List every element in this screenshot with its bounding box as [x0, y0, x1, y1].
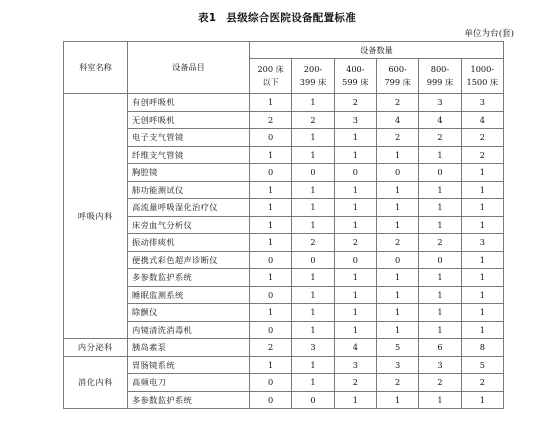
header-bed-range-line: 400-	[346, 64, 365, 74]
quantity-cell: 0	[250, 391, 292, 409]
quantity-cell: 4	[376, 111, 418, 129]
item-cell: 胃肠镜系统	[128, 356, 250, 374]
quantity-cell: 1	[334, 269, 376, 287]
quantity-cell: 3	[419, 356, 461, 374]
quantity-cell: 3	[334, 356, 376, 374]
quantity-cell: 1	[376, 391, 418, 409]
quantity-cell: 1	[419, 304, 461, 322]
quantity-cell: 1	[292, 146, 334, 164]
quantity-cell: 2	[376, 234, 418, 252]
table-row	[64, 304, 504, 322]
quantity-cell: 5	[376, 339, 418, 357]
quantity-cell: 1	[334, 146, 376, 164]
header-bed-range-line: 200-	[303, 64, 323, 74]
quantity-cell: 3	[419, 94, 461, 112]
quantity-cell: 1	[250, 216, 292, 234]
quantity-cell: 1	[461, 391, 503, 409]
quantity-cell: 1	[419, 181, 461, 199]
quantity-cell: 2	[461, 146, 503, 164]
header-bed-range-line: 799 床	[384, 77, 411, 87]
quantity-cell: 2	[376, 374, 418, 392]
table-row	[64, 374, 504, 392]
item-cell: 有创呼吸机	[128, 94, 250, 112]
quantity-cell: 1	[461, 251, 503, 269]
quantity-cell: 1	[461, 181, 503, 199]
quantity-cell: 1	[334, 216, 376, 234]
table-row	[64, 356, 504, 374]
quantity-cell: 3	[376, 356, 418, 374]
quantity-cell: 1	[376, 321, 418, 339]
header-bed-range-line: 以下	[262, 77, 279, 87]
quantity-cell: 1	[292, 181, 334, 199]
quantity-cell: 1	[461, 164, 503, 182]
quantity-cell: 1	[419, 199, 461, 217]
item-cell: 高频电刀	[128, 374, 250, 392]
quantity-cell: 0	[250, 321, 292, 339]
quantity-cell: 1	[334, 129, 376, 147]
quantity-cell: 1	[292, 304, 334, 322]
quantity-cell: 1	[376, 146, 418, 164]
quantity-cell: 1	[376, 181, 418, 199]
header-bed-range	[461, 59, 503, 94]
table-row	[64, 269, 504, 287]
quantity-cell: 4	[419, 111, 461, 129]
item-cell: 睡眠监测系统	[128, 286, 250, 304]
quantity-cell: 1	[376, 199, 418, 217]
quantity-cell: 1	[292, 286, 334, 304]
item-cell: 除颤仪	[128, 304, 250, 322]
quantity-cell: 1	[419, 321, 461, 339]
quantity-cell: 2	[376, 129, 418, 147]
quantity-cell: 1	[461, 269, 503, 287]
quantity-cell: 1	[334, 391, 376, 409]
quantity-cell: 2	[419, 234, 461, 252]
quantity-cell: 0	[250, 164, 292, 182]
quantity-cell: 2	[461, 374, 503, 392]
quantity-cell: 1	[250, 304, 292, 322]
quantity-cell: 1	[461, 304, 503, 322]
header-quantity: 设备数量	[250, 42, 504, 59]
quantity-cell: 1	[419, 146, 461, 164]
quantity-cell: 0	[250, 129, 292, 147]
quantity-cell: 1	[334, 304, 376, 322]
quantity-cell: 1	[334, 286, 376, 304]
equipment-standard-table	[63, 41, 504, 409]
header-bed-range-line: 1500 床	[466, 77, 499, 87]
quantity-cell: 1	[250, 234, 292, 252]
quantity-cell: 5	[461, 356, 503, 374]
header-item: 设备品目	[128, 42, 250, 94]
quantity-cell: 2	[334, 374, 376, 392]
quantity-cell: 0	[292, 251, 334, 269]
item-cell: 纤维支气管镜	[128, 146, 250, 164]
item-cell: 振动排痰机	[128, 234, 250, 252]
quantity-cell: 2	[292, 111, 334, 129]
header-dept: 科室名称	[64, 42, 128, 94]
table-body	[64, 94, 504, 409]
quantity-cell: 0	[376, 251, 418, 269]
quantity-cell: 2	[461, 129, 503, 147]
unit-note: 单位为台(套)	[464, 29, 514, 39]
quantity-cell: 4	[461, 111, 503, 129]
quantity-cell: 1	[419, 216, 461, 234]
quantity-cell: 8	[461, 339, 503, 357]
table-row	[64, 181, 504, 199]
quantity-cell: 4	[334, 339, 376, 357]
table-row	[64, 321, 504, 339]
quantity-cell: 1	[419, 391, 461, 409]
quantity-cell: 0	[250, 251, 292, 269]
quantity-cell: 2	[250, 111, 292, 129]
item-cell: 肺功能测试仪	[128, 181, 250, 199]
table-row	[64, 129, 504, 147]
table-row	[64, 251, 504, 269]
quantity-cell: 1	[334, 199, 376, 217]
quantity-cell: 0	[376, 164, 418, 182]
quantity-cell: 1	[250, 94, 292, 112]
quantity-cell: 1	[461, 199, 503, 217]
table-row	[64, 391, 504, 409]
quantity-cell: 0	[250, 374, 292, 392]
item-cell: 胰岛素泵	[128, 339, 250, 357]
quantity-cell: 1	[376, 304, 418, 322]
quantity-cell: 1	[334, 321, 376, 339]
table-row	[64, 199, 504, 217]
quantity-cell: 1	[292, 216, 334, 234]
table-number: 表1	[197, 12, 217, 24]
table-row	[64, 234, 504, 252]
quantity-cell: 1	[292, 269, 334, 287]
item-cell: 电子支气管镜	[128, 129, 250, 147]
header-bed-range-line: 399 床	[299, 77, 327, 87]
quantity-cell: 2	[376, 94, 418, 112]
item-cell: 高流量呼吸湿化治疗仪	[128, 199, 250, 217]
header-bed-range	[419, 59, 461, 94]
quantity-cell: 1	[334, 181, 376, 199]
header-bed-range-line: 200 床	[257, 64, 284, 74]
table-title-text: 县级综合医院设备配置标准	[226, 12, 356, 24]
quantity-cell: 2	[334, 94, 376, 112]
quantity-cell: 1	[292, 129, 334, 147]
table-row	[64, 164, 504, 182]
quantity-cell: 0	[334, 251, 376, 269]
quantity-cell: 2	[419, 374, 461, 392]
quantity-cell: 1	[461, 286, 503, 304]
item-cell: 多参数监护系统	[128, 391, 250, 409]
quantity-cell: 3	[461, 94, 503, 112]
header-bed-range	[376, 59, 418, 94]
header-bed-range-line: 800-	[430, 64, 450, 74]
quantity-cell: 1	[292, 321, 334, 339]
quantity-cell: 0	[292, 391, 334, 409]
table-row	[64, 94, 504, 112]
table-row	[64, 216, 504, 234]
item-cell: 便携式彩色超声诊断仪	[128, 251, 250, 269]
quantity-cell: 1	[376, 216, 418, 234]
quantity-cell: 0	[419, 164, 461, 182]
item-cell: 床旁血气分析仪	[128, 216, 250, 234]
table-row	[64, 146, 504, 164]
item-cell: 内镜清洗消毒机	[128, 321, 250, 339]
table-header	[64, 42, 504, 94]
item-cell: 无创呼吸机	[128, 111, 250, 129]
item-cell: 多参数监护系统	[128, 269, 250, 287]
table-row	[64, 339, 504, 357]
quantity-cell: 1	[292, 94, 334, 112]
quantity-cell: 1	[250, 199, 292, 217]
header-bed-range	[334, 59, 376, 94]
quantity-cell: 3	[334, 111, 376, 129]
quantity-cell: 1	[419, 269, 461, 287]
header-bed-range	[292, 59, 334, 94]
quantity-cell: 1	[250, 269, 292, 287]
header-bed-range-line: 1000-	[470, 64, 495, 74]
quantity-cell: 1	[292, 199, 334, 217]
header-bed-range-line: 999 床	[426, 77, 454, 87]
quantity-cell: 1	[250, 181, 292, 199]
quantity-cell: 3	[461, 234, 503, 252]
quantity-cell: 1	[461, 216, 503, 234]
quantity-cell: 0	[334, 164, 376, 182]
header-bed-range-line: 599 床	[342, 77, 369, 87]
quantity-cell: 1	[250, 356, 292, 374]
quantity-cell: 1	[250, 146, 292, 164]
quantity-cell: 0	[292, 164, 334, 182]
quantity-cell: 3	[292, 339, 334, 357]
quantity-cell: 0	[250, 286, 292, 304]
quantity-cell: 2	[334, 234, 376, 252]
quantity-cell: 1	[461, 321, 503, 339]
table-title	[0, 10, 554, 25]
quantity-cell: 1	[376, 286, 418, 304]
header-bed-range	[250, 59, 292, 94]
quantity-cell: 6	[419, 339, 461, 357]
quantity-cell: 0	[419, 251, 461, 269]
item-cell: 胸腔镜	[128, 164, 250, 182]
quantity-cell: 1	[419, 286, 461, 304]
dept-cell: 内分泌科	[64, 339, 128, 357]
table-row	[64, 111, 504, 129]
header-bed-range-line: 600-	[388, 64, 407, 74]
quantity-cell: 2	[419, 129, 461, 147]
dept-cell: 呼吸内科	[64, 94, 128, 339]
quantity-cell: 1	[292, 374, 334, 392]
dept-cell: 消化内科	[64, 356, 128, 409]
quantity-cell: 2	[250, 339, 292, 357]
quantity-cell: 1	[376, 269, 418, 287]
quantity-cell: 1	[292, 356, 334, 374]
table-row	[64, 286, 504, 304]
quantity-cell: 2	[292, 234, 334, 252]
